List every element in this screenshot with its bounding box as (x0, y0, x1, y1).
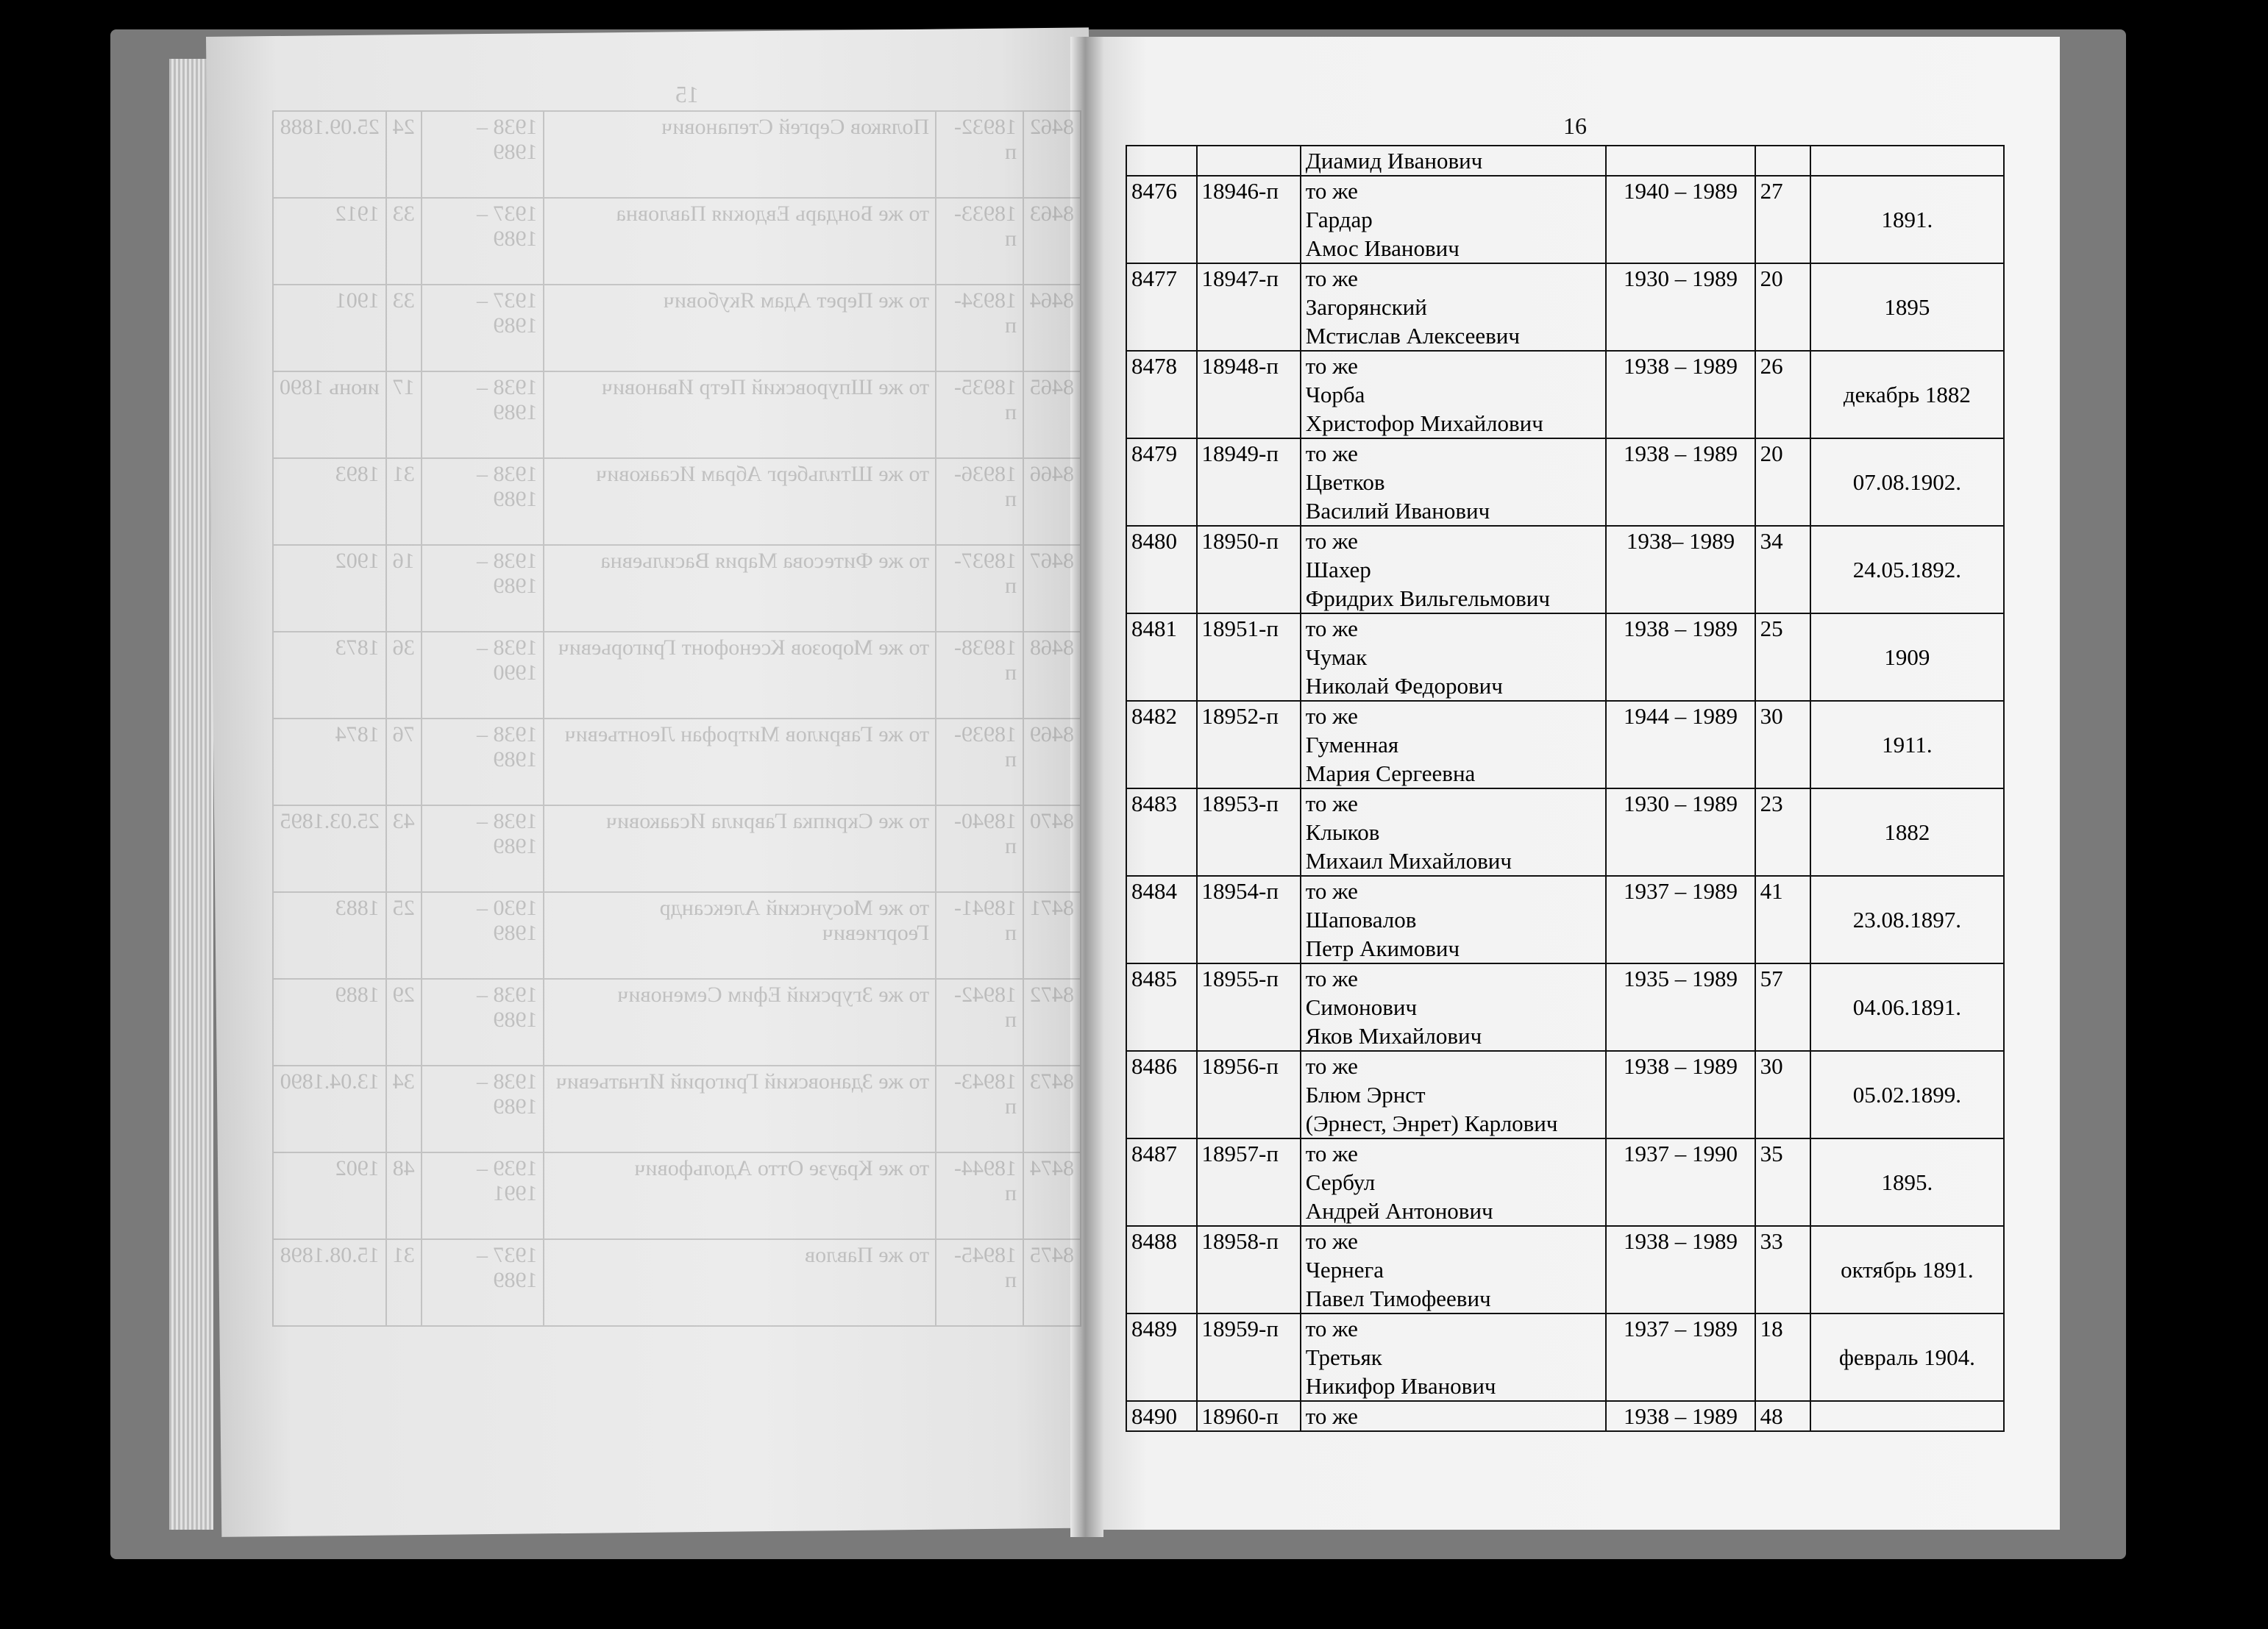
date-range: 1938 – 1989 (1606, 438, 1755, 526)
person-name (1301, 263, 1607, 351)
birth-date: 07.08.1902. (1810, 438, 2004, 526)
ghost-row (273, 371, 1081, 458)
date-range: 1930 – 1989 (1606, 263, 1755, 351)
person-name: то же (1301, 1401, 1607, 1431)
birth-date: 1909 (1810, 613, 2004, 701)
birth-date: 1882 (1810, 788, 2004, 876)
birth-date: 04.06.1891. (1810, 963, 2004, 1051)
ghost-case: 18938-п (936, 632, 1023, 719)
ghost-row (273, 285, 1081, 371)
table-row (1126, 701, 2004, 788)
ghost-years: 1930 – 1989 (422, 892, 544, 979)
record-number: 8489 (1126, 1313, 1197, 1401)
case-number: 18948-п (1197, 351, 1301, 438)
ghost-count: 43 (386, 805, 422, 892)
ghost-num: 8467 (1023, 545, 1081, 632)
name-line: то же (1305, 1141, 1358, 1166)
name-line: Амос Иванович (1305, 235, 1460, 261)
ghost-name: то же Перет Адам Якубович (544, 285, 936, 371)
ghost-case: 18935-п (936, 371, 1023, 458)
birth-date: 1891. (1810, 176, 2004, 263)
table-row (1126, 1401, 2004, 1431)
sheet-count: 25 (1755, 613, 1810, 701)
case-number: 18953-п (1197, 788, 1301, 876)
name-line: Андрей Антонович (1305, 1198, 1493, 1224)
name-line: (Эрнест, Энрет) Карлович (1305, 1111, 1558, 1136)
ghost-years: 1939 – 1991 (422, 1152, 544, 1239)
record-number: 8486 (1126, 1051, 1197, 1138)
record-number: 8488 (1126, 1226, 1197, 1313)
ghost-birth: 1902 (273, 1152, 386, 1239)
ghost-count: 33 (386, 285, 422, 371)
name-line: Сербул (1305, 1169, 1376, 1195)
record-number: 8487 (1126, 1138, 1197, 1226)
record-number: 8481 (1126, 613, 1197, 701)
person-name (1301, 526, 1607, 613)
name-line: то же (1305, 265, 1358, 291)
table-row (1126, 613, 2004, 701)
name-line: Фридрих Вильгельмович (1305, 585, 1550, 611)
register-table (1126, 145, 2005, 1432)
ghost-birth: 25.09.1888 (273, 111, 386, 198)
sheet-count: 27 (1755, 176, 1810, 263)
table-row (1126, 1051, 2004, 1138)
ghost-num: 8468 (1023, 632, 1081, 719)
ghost-count: 36 (386, 632, 422, 719)
ghost-birth: 1901 (273, 285, 386, 371)
person-name (1301, 1138, 1607, 1226)
table-row (1126, 438, 2004, 526)
ghost-years: 1938 – 1989 (422, 111, 544, 198)
name-line: Петр Акимович (1305, 935, 1460, 961)
date-range: 1938 – 1989 (1606, 351, 1755, 438)
ghost-count: 29 (386, 979, 422, 1066)
ghost-birth: 1912 (273, 198, 386, 285)
ghost-count: 76 (386, 719, 422, 805)
ghost-num: 8474 (1023, 1152, 1081, 1239)
name-line: Никифор Иванович (1305, 1373, 1496, 1399)
sheet-count: 20 (1755, 263, 1810, 351)
name-line: то же (1305, 703, 1358, 729)
sheet-count: 57 (1755, 963, 1810, 1051)
table-row (1126, 146, 2004, 176)
left-page-bleedthrough (272, 81, 1081, 1478)
name-line: Яков Михайлович (1305, 1023, 1482, 1049)
birth-date: 24.05.1892. (1810, 526, 2004, 613)
ghost-birth: 1902 (273, 545, 386, 632)
name-line: Чумак (1305, 644, 1368, 670)
person-name (1301, 701, 1607, 788)
ghost-name: то же Морозов Ксенофонт Григорьевич (544, 632, 936, 719)
record-number: 8483 (1126, 788, 1197, 876)
name-line: то же (1305, 616, 1358, 641)
sheet-count: 33 (1755, 1226, 1810, 1313)
case-number: 18947-п (1197, 263, 1301, 351)
birth-date: 1895. (1810, 1138, 2004, 1226)
ghost-name: то же Здановский Григорий Игнатьевич (544, 1066, 936, 1152)
case-number: 18949-п (1197, 438, 1301, 526)
person-name (1301, 351, 1607, 438)
person-name (1301, 1226, 1607, 1313)
name-line: Симонович (1305, 994, 1418, 1020)
date-range: 1937 – 1989 (1606, 1313, 1755, 1401)
ghost-row (273, 719, 1081, 805)
ghost-years: 1938 – 1989 (422, 458, 544, 545)
name-line: Шахер (1305, 557, 1371, 582)
sheet-count: 48 (1755, 1401, 1810, 1431)
ghost-name: то же Згурский Ефим Семенович (544, 979, 936, 1066)
record-number: 8478 (1126, 351, 1197, 438)
date-range: 1944 – 1989 (1606, 701, 1755, 788)
birth-date: 1895 (1810, 263, 2004, 351)
name-line: Чернега (1305, 1257, 1384, 1283)
table-row (1126, 963, 2004, 1051)
ghost-num: 8462 (1023, 111, 1081, 198)
ghost-name: то же Шпуровский Петр Иванович (544, 371, 936, 458)
ghost-case: 18933-п (936, 198, 1023, 285)
name-line: то же (1305, 966, 1358, 991)
person-name (1301, 1051, 1607, 1138)
table-row (1126, 876, 2004, 963)
ghost-case: 18940-п (936, 805, 1023, 892)
table-row (1126, 526, 2004, 613)
ghost-row (273, 892, 1081, 979)
date-range: 1937 – 1989 (1606, 876, 1755, 963)
case-number: 18960-п (1197, 1401, 1301, 1431)
ghost-case: 18936-п (936, 458, 1023, 545)
record-number: 8476 (1126, 176, 1197, 263)
ghost-birth: 1874 (273, 719, 386, 805)
ghost-case: 18932-п (936, 111, 1023, 198)
birth-date: февраль 1904. (1810, 1313, 2004, 1401)
ghost-count: 48 (386, 1152, 422, 1239)
ghost-name: то же Бондарь Евдокия Павловна (544, 198, 936, 285)
name-line: то же (1305, 353, 1358, 379)
table-row (1126, 788, 2004, 876)
person-name (1301, 1313, 1607, 1401)
ghost-case: 18937-п (936, 545, 1023, 632)
ghost-birth: июнь 1890 (273, 371, 386, 458)
ghost-birth: 13.04.1890 (273, 1066, 386, 1152)
ghost-years: 1937 – 1989 (422, 285, 544, 371)
name-line: то же (1305, 178, 1358, 204)
birth-date (1810, 1401, 2004, 1431)
birth-date: декабрь 1882 (1810, 351, 2004, 438)
case-number: 18951-п (1197, 613, 1301, 701)
name-line: Шаповалов (1305, 907, 1417, 933)
ghost-birth: 15.08.1898 (273, 1239, 386, 1326)
ghost-birth: 1873 (273, 632, 386, 719)
person-name (1301, 176, 1607, 263)
name-line: Мстислав Алексеевич (1305, 323, 1520, 349)
case-number: 18955-п (1197, 963, 1301, 1051)
name-line: Василий Иванович (1305, 498, 1490, 524)
sheet-count: 20 (1755, 438, 1810, 526)
sheet-count: 35 (1755, 1138, 1810, 1226)
name-line: то же (1305, 1228, 1358, 1254)
date-range: 1938– 1989 (1606, 526, 1755, 613)
case-number: 18956-п (1197, 1051, 1301, 1138)
name-line: Третьяк (1305, 1344, 1382, 1370)
sheet-count: 34 (1755, 526, 1810, 613)
person-name (1301, 876, 1607, 963)
ghost-num: 8465 (1023, 371, 1081, 458)
sheet-count: 41 (1755, 876, 1810, 963)
ghost-row (273, 979, 1081, 1066)
ghost-num: 8471 (1023, 892, 1081, 979)
name-line: то же (1305, 878, 1358, 904)
left-page-edges (169, 59, 213, 1530)
name-line: Гардар (1305, 207, 1373, 232)
date-range: 1930 – 1989 (1606, 788, 1755, 876)
ghost-row (273, 545, 1081, 632)
ghost-name: то же Павлов (544, 1239, 936, 1326)
person-name (1301, 788, 1607, 876)
birth-date: октябрь 1891. (1810, 1226, 2004, 1313)
sheet-count: 18 (1755, 1313, 1810, 1401)
ghost-row (273, 1066, 1081, 1152)
date-range: 1940 – 1989 (1606, 176, 1755, 263)
ghost-years: 1938 – 1989 (422, 719, 544, 805)
name-line: Мария Сергеевна (1305, 760, 1476, 786)
case-number: 18959-п (1197, 1313, 1301, 1401)
record-number: 8485 (1126, 963, 1197, 1051)
ghost-case: 18943-п (936, 1066, 1023, 1152)
ghost-case: 18945-п (936, 1239, 1023, 1326)
person-name (1301, 963, 1607, 1051)
ghost-row (273, 458, 1081, 545)
sheet-count: 30 (1755, 1051, 1810, 1138)
ghost-birth: 1893 (273, 458, 386, 545)
ghost-count: 33 (386, 198, 422, 285)
record-number: 8490 (1126, 1401, 1197, 1431)
ghost-count: 16 (386, 545, 422, 632)
name-line: Гуменная (1305, 732, 1399, 758)
ghost-name: Поляков Сергей Степанович (544, 111, 936, 198)
ghost-row (273, 198, 1081, 285)
ghost-row (273, 805, 1081, 892)
ghost-count: 34 (386, 1066, 422, 1152)
ghost-num: 8464 (1023, 285, 1081, 371)
birth-date: 23.08.1897. (1810, 876, 2004, 963)
ghost-case: 18944-п (936, 1152, 1023, 1239)
ghost-years: 1937 – 1989 (422, 1239, 544, 1326)
case-number: 18958-п (1197, 1226, 1301, 1313)
case-number: 18946-п (1197, 176, 1301, 263)
ghost-row (273, 1239, 1081, 1326)
case-number: 18950-п (1197, 526, 1301, 613)
ghost-name: то же Краузе Отто Адольфович (544, 1152, 936, 1239)
name-line: то же (1305, 1053, 1358, 1079)
record-number: 8480 (1126, 526, 1197, 613)
birth-date: 05.02.1899. (1810, 1051, 2004, 1138)
date-range: 1938 – 1989 (1606, 1226, 1755, 1313)
ghost-count: 17 (386, 371, 422, 458)
left-page-ghost-table (272, 110, 1081, 1327)
name-line: Цветков (1305, 469, 1385, 495)
ghost-years: 1938 – 1990 (422, 632, 544, 719)
right-page-number: 16 (1563, 113, 1587, 139)
name-line: Михаил Михайлович (1305, 848, 1512, 874)
record-number: 8482 (1126, 701, 1197, 788)
ghost-num: 8472 (1023, 979, 1081, 1066)
record-number: 8479 (1126, 438, 1197, 526)
ghost-years: 1938 – 1989 (422, 979, 544, 1066)
ghost-count: 25 (386, 892, 422, 979)
record-number: 8484 (1126, 876, 1197, 963)
name-line: Павел Тимофеевич (1305, 1286, 1491, 1311)
name-line: Николай Федорович (1305, 673, 1503, 699)
record-number: 8477 (1126, 263, 1197, 351)
name-line: то же (1305, 441, 1358, 466)
left-page-number: 15 (675, 81, 699, 107)
table-row (1126, 1226, 2004, 1313)
birth-date: 1911. (1810, 701, 2004, 788)
ghost-count: 31 (386, 1239, 422, 1326)
name-line: Блюм Эрнст (1305, 1082, 1426, 1108)
ghost-years: 1937 – 1989 (422, 198, 544, 285)
ghost-name: то же Штильберг Абрам Исаакович (544, 458, 936, 545)
date-range: 1937 – 1990 (1606, 1138, 1755, 1226)
ghost-birth: 1889 (273, 979, 386, 1066)
ghost-years: 1938 – 1989 (422, 545, 544, 632)
table-row (1126, 1313, 2004, 1401)
name-line: Клыков (1305, 819, 1380, 845)
name-line: Загорянский (1305, 294, 1427, 320)
sheet-count: 23 (1755, 788, 1810, 876)
ghost-case: 18941-п (936, 892, 1023, 979)
ghost-years: 1938 – 1989 (422, 371, 544, 458)
continuation-name: Диамид Иванович (1301, 146, 1607, 176)
name-line: то же (1305, 1316, 1358, 1341)
ghost-num: 8470 (1023, 805, 1081, 892)
date-range: 1938 – 1989 (1606, 1401, 1755, 1431)
date-range: 1938 – 1989 (1606, 1051, 1755, 1138)
ghost-years: 1938 – 1989 (422, 805, 544, 892)
ghost-row (273, 111, 1081, 198)
ghost-case: 18942-п (936, 979, 1023, 1066)
person-name (1301, 613, 1607, 701)
table-row (1126, 263, 2004, 351)
name-line: Чорба (1305, 382, 1365, 407)
ghost-name: то же Мосунский Александр Георгиевич (544, 892, 936, 979)
table-row (1126, 176, 2004, 263)
ghost-num: 8466 (1023, 458, 1081, 545)
ghost-case: 18934-п (936, 285, 1023, 371)
table-row (1126, 1138, 2004, 1226)
ghost-row (273, 632, 1081, 719)
ghost-name: то же Гаврилов Митрофан Леонтьевич (544, 719, 936, 805)
table-row (1126, 351, 2004, 438)
case-number: 18952-п (1197, 701, 1301, 788)
date-range: 1935 – 1989 (1606, 963, 1755, 1051)
ghost-num: 8463 (1023, 198, 1081, 285)
ghost-count: 31 (386, 458, 422, 545)
ghost-num: 8469 (1023, 719, 1081, 805)
date-range: 1938 – 1989 (1606, 613, 1755, 701)
name-line: то же (1305, 528, 1358, 554)
ghost-years: 1938 – 1989 (422, 1066, 544, 1152)
ghost-name: то же Фитесова Мария Васильевна (544, 545, 936, 632)
ghost-name: то же Скрипка Гаврила Исаакович (544, 805, 936, 892)
ghost-row (273, 1152, 1081, 1239)
case-number: 18954-п (1197, 876, 1301, 963)
case-number: 18957-п (1197, 1138, 1301, 1226)
name-line: то же (1305, 791, 1358, 816)
ghost-case: 18939-п (936, 719, 1023, 805)
ghost-num: 8475 (1023, 1239, 1081, 1326)
ghost-num: 8473 (1023, 1066, 1081, 1152)
ghost-birth: 1883 (273, 892, 386, 979)
sheet-count: 26 (1755, 351, 1810, 438)
sheet-count: 30 (1755, 701, 1810, 788)
ghost-count: 24 (386, 111, 422, 198)
name-line: Христофор Михайлович (1305, 410, 1543, 436)
ghost-birth: 25.03.1895 (273, 805, 386, 892)
person-name (1301, 438, 1607, 526)
